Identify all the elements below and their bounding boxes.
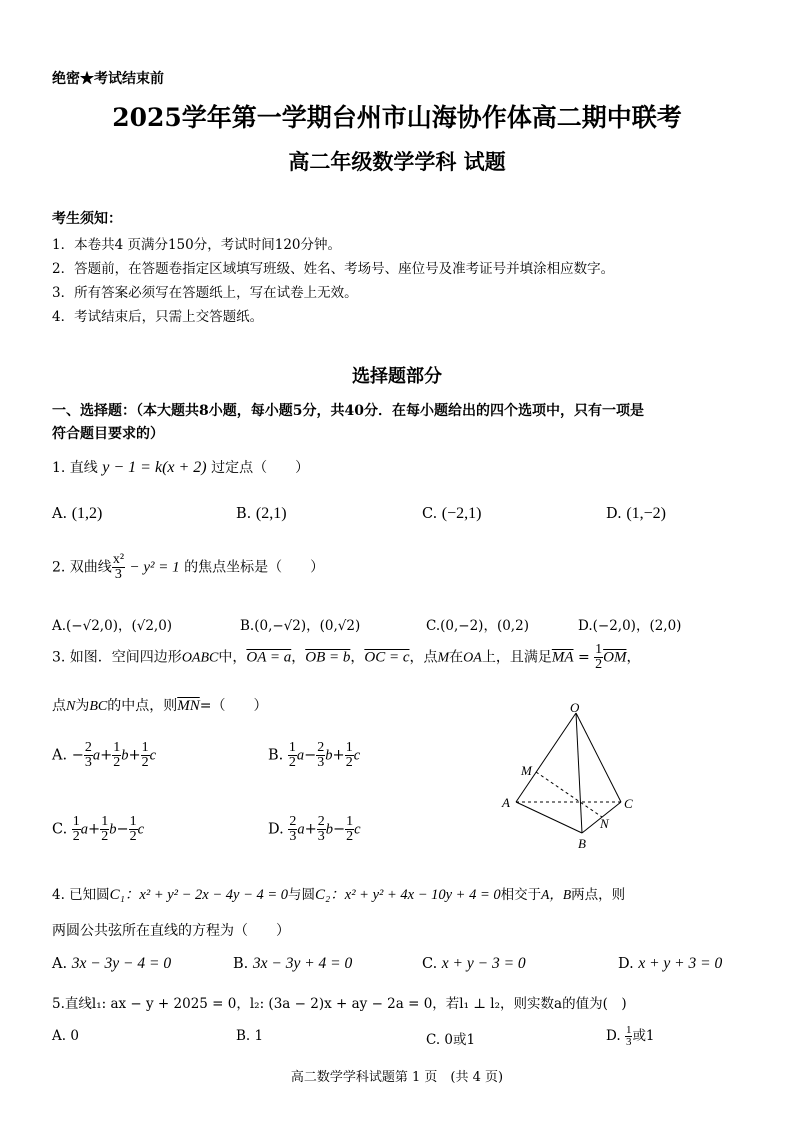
circle-c2: C₂ <box>315 887 331 903</box>
question-tail: 的焦点坐标是（ ） <box>184 559 325 576</box>
denominator: 3 <box>114 567 122 582</box>
option-a: A.(−√2,0)，(√2,0) <box>52 618 173 634</box>
fraction <box>84 741 93 770</box>
denominator: 2 <box>346 829 354 844</box>
equation: y − 1 = k(x + 2) <box>102 459 207 476</box>
option-c <box>422 955 526 973</box>
sign: + <box>304 821 317 838</box>
sign: + <box>332 747 345 764</box>
option-d <box>268 815 361 844</box>
numerator: 1 <box>625 1024 632 1036</box>
question-3: 3. 如图．空间四边形OABC中，OA = a，OB = b，OC = c，点M在OA上，且满足$\overline{MA}$ = $\frac{1}{2}$ $\overline{OM}$， <box>52 642 641 672</box>
denominator: 2 <box>101 829 109 844</box>
text: 与圆 <box>288 887 316 903</box>
vector: b <box>121 747 129 764</box>
sign: + <box>128 747 141 764</box>
vector-ma: $\overline{MA}$ <box>551 649 574 666</box>
denominator: 3 <box>317 829 325 844</box>
option-value: 或1 <box>632 1028 655 1044</box>
sign: + <box>100 747 113 764</box>
part-instructions: 符合题目要求的） <box>52 426 164 442</box>
text: OA <box>463 650 482 666</box>
option-d <box>606 505 666 523</box>
equation: − y² = 1 <box>129 559 180 576</box>
notice-item: 4．考试结束后，只需上交答题纸。 <box>52 309 264 325</box>
option-label: B. <box>236 506 252 522</box>
text: 两点，则 <box>571 887 626 903</box>
sign: − <box>332 821 346 838</box>
vector-oc: OC = c <box>364 649 410 666</box>
label-c: C <box>624 796 633 811</box>
sign: − <box>116 821 129 838</box>
question-2 <box>52 553 324 582</box>
denominator: 3 <box>625 1036 632 1048</box>
fraction <box>141 741 150 770</box>
question-tail: 过定点（ ） <box>211 460 310 476</box>
numerator: x² <box>112 552 125 567</box>
fraction <box>288 741 297 770</box>
sign: − <box>304 747 317 764</box>
denominator: 2 <box>595 657 603 672</box>
option-b: B. 1 <box>236 1028 264 1044</box>
option-d <box>618 955 722 973</box>
option-b: B.(0,−√2)，(0,√2) <box>240 618 361 634</box>
text: BC <box>89 699 108 714</box>
text: 为 <box>75 698 90 714</box>
tetrahedron-figure <box>495 695 645 855</box>
option-c: C. 0或1 <box>426 1032 476 1048</box>
section-title: 选择题部分 <box>352 366 442 387</box>
option-label: C. <box>422 506 438 522</box>
text: 点 <box>52 698 66 714</box>
confidential-label: 绝密★考试结束前 <box>52 71 164 87</box>
fraction <box>112 553 125 582</box>
notice-item: 3．所有答案必须写在答题纸上，写在试卷上无效。 <box>52 285 358 301</box>
numerator: 1 <box>72 814 80 829</box>
fraction <box>316 741 325 770</box>
notice-heading: 考生须知： <box>52 211 122 227</box>
text: N <box>66 699 76 714</box>
option-c: C.(0,−2)，(0,2) <box>426 618 529 634</box>
option-a <box>52 505 102 523</box>
option-label: A. <box>52 506 68 522</box>
denominator: 3 <box>289 829 297 844</box>
option-label: A. <box>52 956 68 972</box>
text: OABC <box>181 650 219 666</box>
question-5: 5.直线l₁: ax − y + 2025 = 0，l₂: (3a − 2)x + ay − 2a = 0，若l₁ ⊥ l₂，则实数a的值为( ) <box>52 996 627 1012</box>
vector: a <box>297 821 305 838</box>
question-4 <box>52 883 625 904</box>
vector: a <box>80 821 89 838</box>
text: 的中点，则 <box>107 698 178 714</box>
denominator: 2 <box>72 829 80 844</box>
denominator: 2 <box>141 755 149 770</box>
vector: b <box>325 747 333 764</box>
segment-mn <box>536 772 602 817</box>
notice-item: 1．本卷共4 页满分150分，考试时间120分钟。 <box>52 237 342 253</box>
text: M <box>437 650 450 666</box>
denominator: 2 <box>345 755 353 770</box>
vector: c <box>354 821 361 838</box>
text: 在 <box>449 649 464 666</box>
vector: b <box>109 821 117 838</box>
denominator: 3 <box>317 755 325 770</box>
numerator: 1 <box>129 814 137 829</box>
vector: c <box>149 747 157 764</box>
text: 3. 如图．空间四边形 <box>52 649 182 666</box>
denominator: 2 <box>288 755 296 770</box>
vector-om: $\overline{OM}$ <box>603 649 627 666</box>
numerator: 2 <box>317 814 325 829</box>
part-instructions: 一、选择题：（本大题共8小题，每小题5分，共40分．在每小题给出的四个选项中，只有一项是 <box>52 403 644 419</box>
fraction <box>129 815 138 844</box>
fraction <box>345 741 354 770</box>
vector: a <box>296 747 305 764</box>
label-a: A <box>502 795 510 810</box>
option-value: x + y + 3 = 0 <box>638 955 723 972</box>
option-value: (2,1) <box>255 505 287 522</box>
notice-item: 2．答题前，在答题卷指定区域填写班级、姓名、考场号、座位号及准考证号并填涂相应数字。 <box>52 261 615 277</box>
vector-oa: OA = a <box>246 649 292 666</box>
option-value: (1,2) <box>71 505 103 522</box>
fraction <box>345 815 354 844</box>
text: 上，且满足 <box>481 649 552 666</box>
numerator: 1 <box>595 642 603 657</box>
label-m: M <box>521 763 532 778</box>
option-label: C. <box>52 821 68 838</box>
option-value: x + y − 3 = 0 <box>441 955 526 972</box>
option-label: C. <box>422 956 438 972</box>
denominator: 2 <box>113 755 121 770</box>
fraction <box>100 815 109 844</box>
equation: ：x² + y² + 4x − 10y + 4 = 0 <box>330 887 501 903</box>
denominator: 2 <box>129 829 137 844</box>
question-number: 2. 双曲线 <box>52 559 112 576</box>
vector: c <box>137 821 145 838</box>
numerator: 2 <box>289 814 297 829</box>
sign: + <box>88 821 101 838</box>
option-value: 3x − 3y − 4 = 0 <box>71 955 172 972</box>
numerator: 1 <box>345 740 353 755</box>
edge-ab <box>516 802 582 833</box>
option-label: B. <box>268 747 284 764</box>
text: ，点 <box>409 649 438 666</box>
option-a <box>52 741 156 770</box>
question-number: 1. 直线 <box>52 460 98 476</box>
question-4-line2: 两圆公共弦所在直线的方程为（ ） <box>52 923 290 939</box>
option-b <box>233 955 352 973</box>
question-3-line2 <box>52 695 267 715</box>
option-a <box>52 955 171 973</box>
option-value: (1,−2) <box>626 505 667 522</box>
text: A，B <box>541 887 572 902</box>
vector: b <box>325 821 333 838</box>
vector: a <box>92 747 101 764</box>
option-label: D. <box>606 1028 621 1044</box>
sign: − <box>71 747 84 764</box>
edge-oa <box>516 713 576 802</box>
vector: c <box>353 747 361 764</box>
option-b <box>236 505 287 523</box>
label-n: N <box>600 816 609 831</box>
option-value: (−2,1) <box>441 505 482 522</box>
option-label: D. <box>618 956 634 972</box>
text: 中， <box>218 649 247 666</box>
option-c <box>422 505 481 523</box>
equation: ：x² + y² − 2x − 4y − 4 = 0 <box>124 887 289 903</box>
text: 4. 已知圆 <box>52 887 110 903</box>
label-o: O <box>570 700 580 715</box>
vector-ob: OB = b <box>305 649 351 666</box>
exam-title: 2025学年第一学期台州市山海协作体高二期中联考 <box>112 103 682 132</box>
option-label: D. <box>606 506 622 522</box>
edge-ob <box>576 713 582 833</box>
numerator: 1 <box>288 740 296 755</box>
option-value: 3x − 3y + 4 = 0 <box>252 955 353 972</box>
fraction <box>288 815 297 844</box>
numerator: 2 <box>317 740 325 755</box>
label-b: B <box>578 836 586 851</box>
numerator: 1 <box>113 740 121 755</box>
edge-oc <box>576 713 621 802</box>
fraction <box>317 815 326 844</box>
text: 相交于 <box>500 887 542 903</box>
numerator: 1 <box>141 740 149 755</box>
option-c <box>52 815 144 844</box>
text: =（ ） <box>199 698 268 714</box>
fraction <box>112 741 121 770</box>
option-label: B. <box>233 956 249 972</box>
option-label: A. <box>52 747 68 764</box>
exam-subtitle: 高二年级数学学科 试题 <box>288 149 506 174</box>
option-label: D. <box>268 821 284 838</box>
circle-c1: C₁ <box>109 887 125 903</box>
option-d <box>606 1024 655 1048</box>
page-footer: 高二数学学科试题第 1 页 (共 4 页) <box>290 1070 504 1085</box>
question-1 <box>52 457 309 477</box>
numerator: 1 <box>101 814 109 829</box>
vector-mn: $\overline{MN}$ <box>177 698 200 714</box>
fraction <box>72 815 81 844</box>
numerator: 1 <box>346 814 354 829</box>
option-a: A. 0 <box>52 1028 79 1044</box>
fraction <box>594 643 603 672</box>
option-d: D.(−2,0)，(2,0) <box>578 618 682 634</box>
denominator: 3 <box>84 755 92 770</box>
numerator: 2 <box>84 740 92 755</box>
option-b <box>268 741 360 770</box>
